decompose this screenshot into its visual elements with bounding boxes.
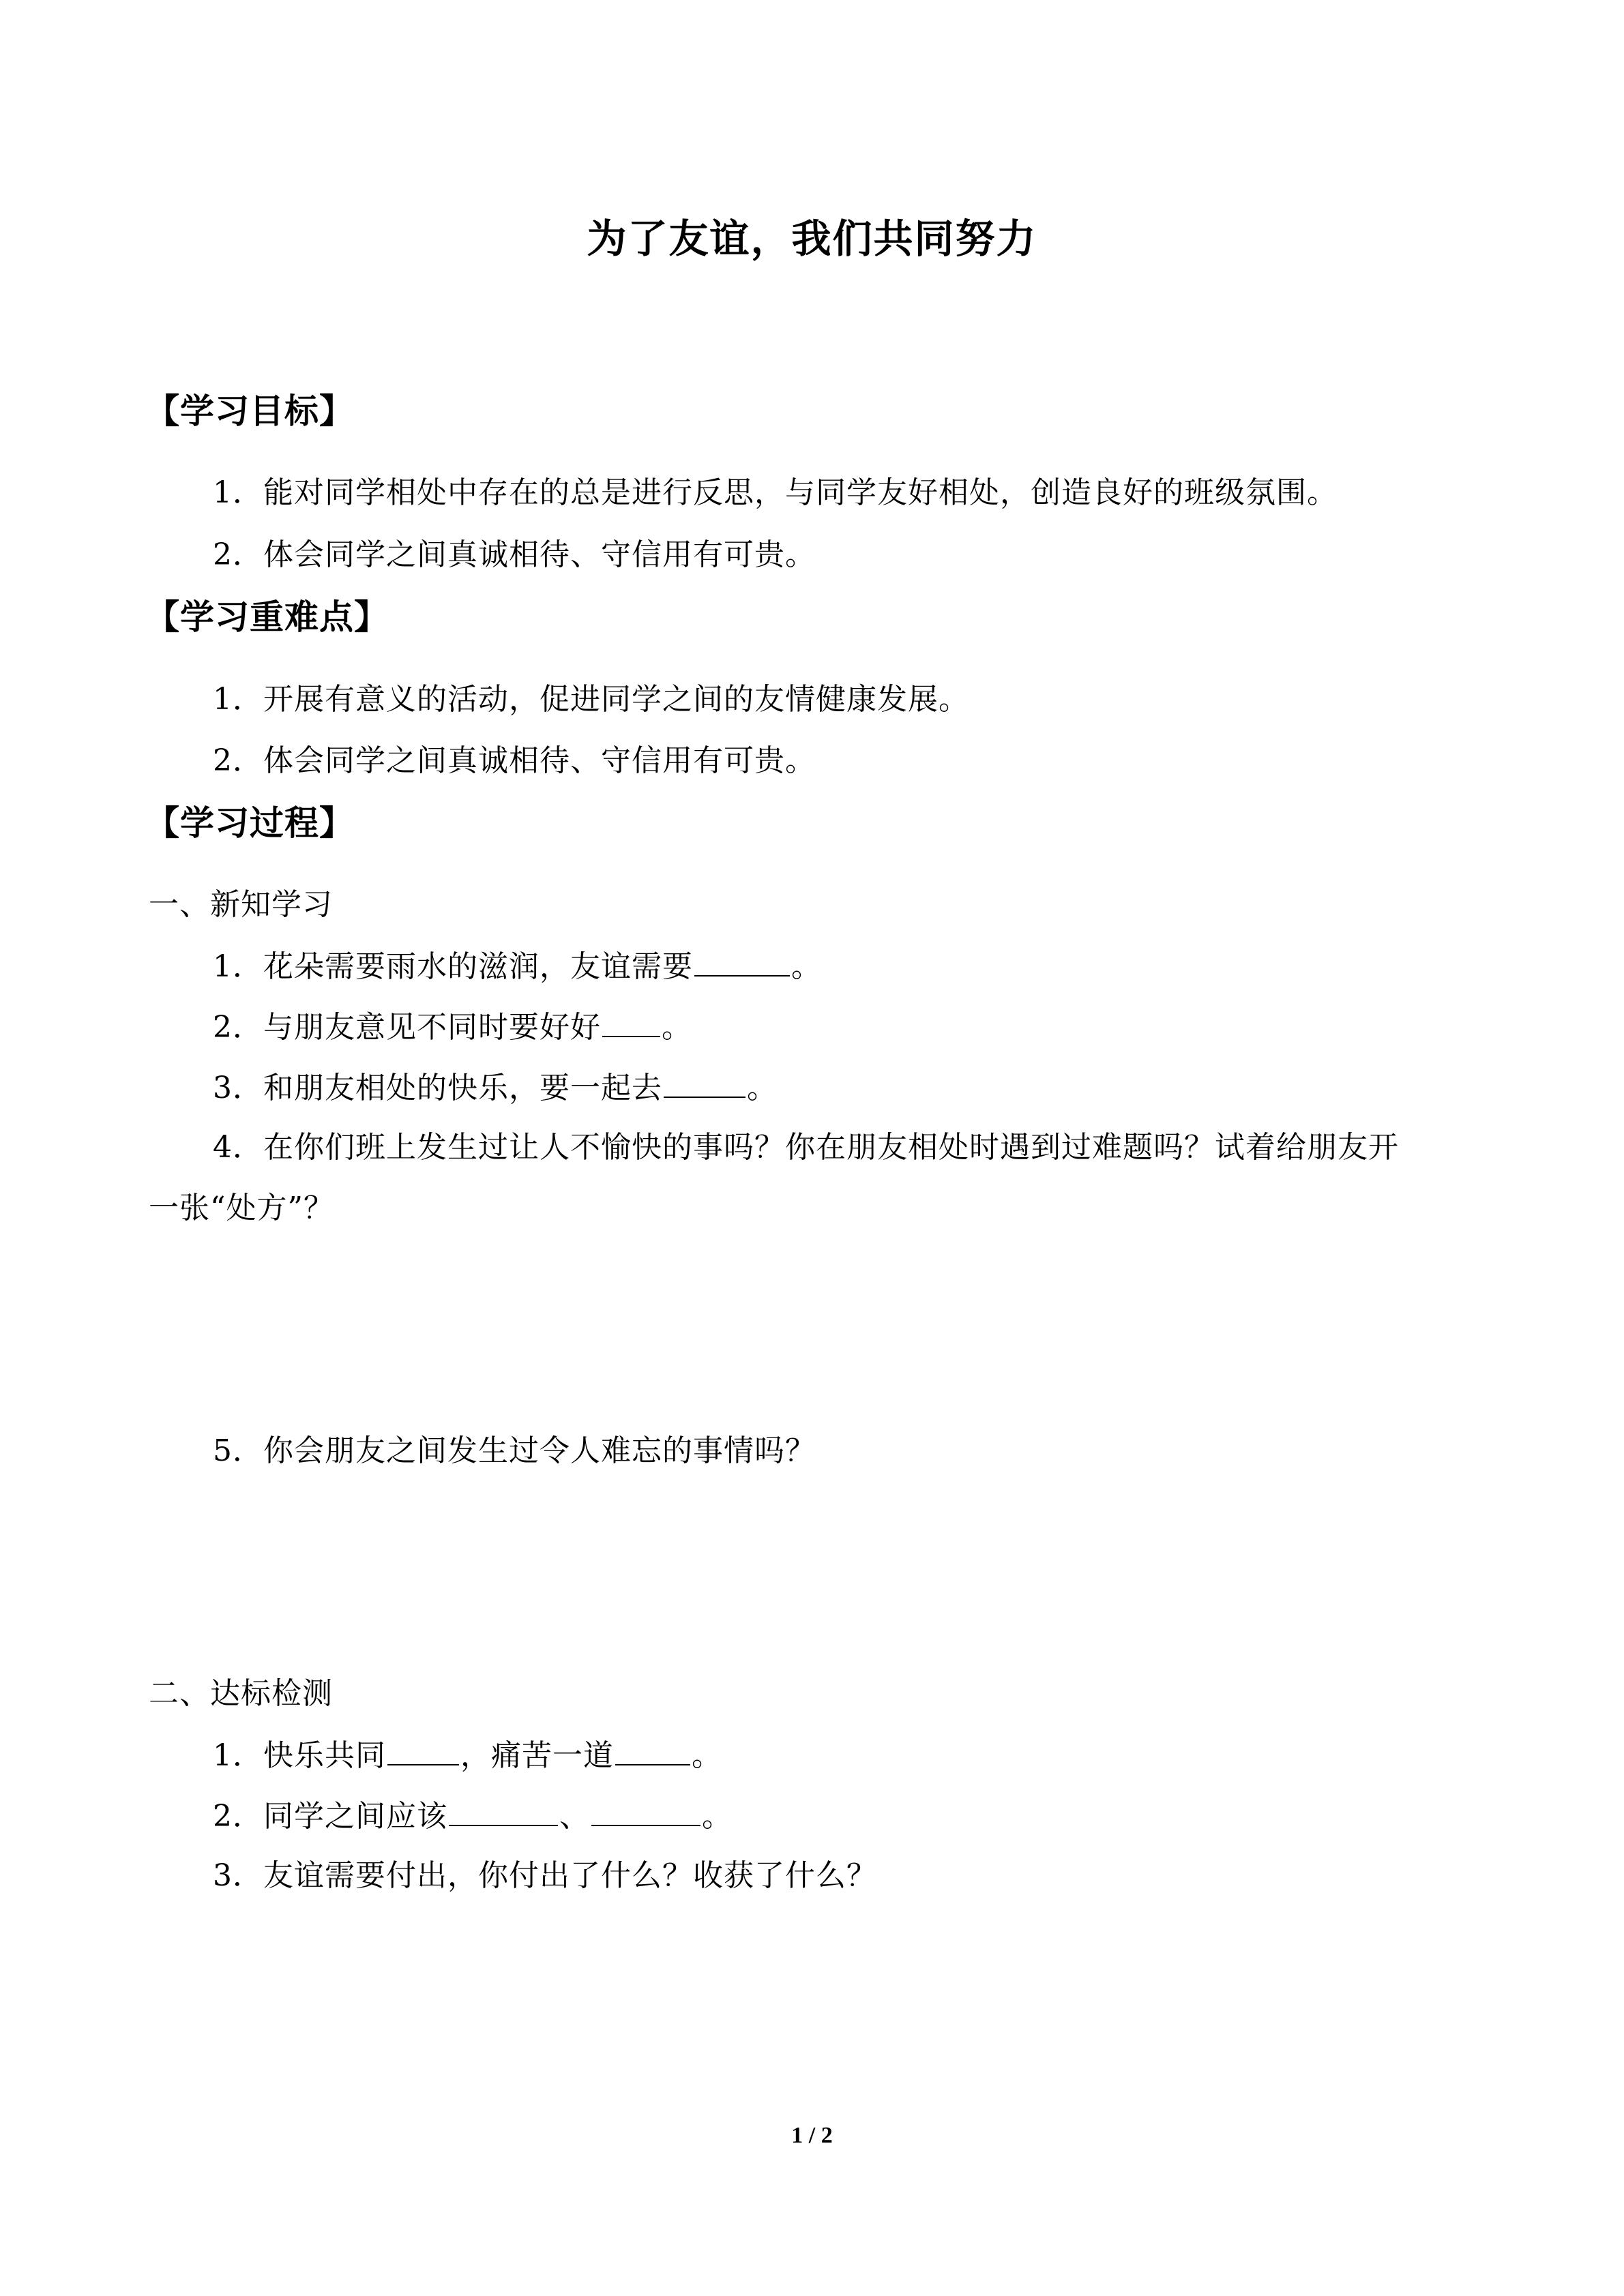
question-end: 。 (791, 949, 822, 984)
key-point-item-1: 1．开展有意义的活动，促进同学之间的友情健康发展。 (213, 682, 969, 717)
question-1-4-line-1: 4．在你们班上发生过让人不愉快的事吗？你在朋友相处时遇到过难题吗？试着给朋友开 (213, 1130, 1399, 1165)
question-text: 1．快乐共同 (213, 1738, 386, 1773)
question-2-2 (213, 1795, 733, 1837)
answer-blank[interactable] (615, 1734, 690, 1765)
answer-blank[interactable] (387, 1734, 459, 1765)
answer-blank[interactable] (664, 1067, 745, 1098)
question-1-5: 5．你会朋友之间发生过令人难忘的事情吗？ (213, 1433, 816, 1468)
question-text: 2．同学之间应该 (213, 1799, 447, 1834)
process-heading: 【学习过程】 (145, 803, 354, 843)
objective-item-2: 2．体会同学之间真诚相待、守信用有可贵。 (213, 537, 816, 572)
question-2-3: 3．友谊需要付出，你付出了什么？收获了什么？ (213, 1858, 877, 1893)
key-point-item-2: 2．体会同学之间真诚相待、守信用有可贵。 (213, 743, 816, 778)
question-1-2 (213, 1006, 692, 1048)
question-1-4-line-2: 一张“处方”？ (149, 1191, 334, 1225)
page-number: 1 / 2 (791, 2123, 833, 2148)
answer-blank[interactable] (602, 1006, 660, 1037)
section-1-title: 一、新知学习 (149, 887, 333, 922)
question-1-3 (213, 1067, 778, 1109)
question-text: 2．与朋友意见不同时要好好 (213, 1010, 601, 1045)
section-2-title: 二、达标检测 (149, 1676, 333, 1711)
answer-blank[interactable] (694, 945, 790, 976)
question-text: 1．花朵需要雨水的滋润，友谊需要 (213, 949, 693, 984)
key-points-heading: 【学习重难点】 (145, 597, 389, 637)
objectives-heading: 【学习目标】 (145, 391, 354, 431)
question-separator: 、 (559, 1799, 590, 1834)
question-end: 。 (692, 1738, 722, 1773)
question-1-1 (213, 945, 822, 987)
question-2-1 (213, 1734, 722, 1776)
page-title: 为了友谊，我们共同努力 (587, 215, 1037, 262)
answer-blank[interactable] (449, 1795, 558, 1826)
question-text-2: ，痛苦一道 (460, 1738, 614, 1773)
question-text: 3．和朋友相处的快乐，要一起去 (213, 1071, 662, 1105)
answer-blank[interactable] (591, 1795, 700, 1826)
objective-item-1: 1．能对同学相处中存在的总是进行反思，与同学友好相处，创造良好的班级氛围。 (213, 475, 1338, 510)
question-end: 。 (702, 1799, 733, 1834)
question-end: 。 (747, 1071, 778, 1105)
question-end: 。 (662, 1010, 692, 1045)
